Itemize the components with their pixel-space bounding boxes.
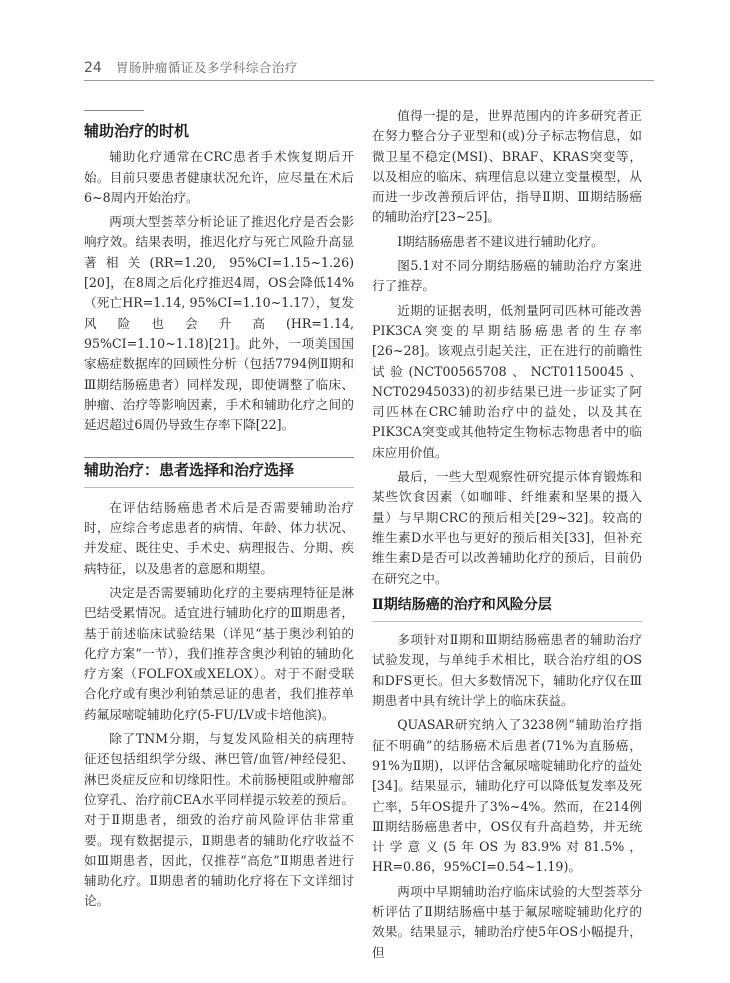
paragraph: QUASAR研究纳入了3238例“辅助治疗指征不明确”的结肠癌术后患者(71%为直肠癌，91%为Ⅱ期)，以评估含氟尿嘧啶辅助化疗的益处[34]。结果显示，辅助化疗可以降低复发率及死亡率，5年OS提升了3%~4%。然而，在214例Ⅲ期结肠癌患者中，OS仅有升高趋势，并无统计学意义(5年OS为83.9%对81.5%，HR=0.86，95%CI=0.54~1.19)。 [372,717,642,875]
heading-rule [84,110,144,111]
paragraph: 除了TNM分期，与复发风险相关的病理特征还包括组织学分级、淋巴管/血管/神经侵犯、淋巴炎症反应和切缘阳性。术前肠梗阻或肿瘤部位穿孔、治疗前CEA水平同样提示较差的预后。对于Ⅱ期患者，细致的治疗前风险评估非常重要。现有数据提示，Ⅱ期患者的辅助化疗收益不如Ⅲ期患者，因此，仅推荐“高危”Ⅱ期患者进行辅助化疗。Ⅱ期患者的辅助化疗将在下文详细讨论。 [84,731,354,909]
paragraph: 近期的证据表明，低剂量阿司匹林可能改善PIK3CA突变的早期结肠癌患者的生存率[26~28]。该观点引起关注，正在进行的前瞻性试验(NCT00565708、NCT01150045、NCT02945033)的初步结果已进一步证实了阿司匹林在CRC辅助治疗中的益处，以及其在PIK3CA突变或其他特定生物标志物患者中的临床应用价值。 [372,302,642,460]
paragraph: 两项中早期辅助治疗临床试验的大型荟萃分析评估了Ⅱ期结肠癌中基于氟尿嘧啶辅助化疗的效果。结果显示，辅助治疗使5年OS小幅提升，但 [372,883,642,960]
book-title: 胃肠肿瘤循证及多学科综合治疗 [115,60,298,75]
paragraph: 值得一提的是，世界范围内的许多研究者正在努力整合分子亚型和(或)分子标志物信息，如微卫星不稳定(MSI)、BRAF、KRAS突变等，以及相应的临床、病理信息以建立变量模型，从而进一步改善预后评估，指导Ⅱ期、Ⅲ期结肠癌的辅助治疗[23~25]。 [372,108,642,225]
paragraph: 辅助化疗通常在CRC患者手术恢复期后开始。目前只要患者健康状况允许，应尽量在术后6~8周内开始治疗。 [84,149,354,205]
section-heading-timing [84,104,354,147]
section-title: 辅助治疗：患者选择和治疗选择 [84,461,295,480]
paragraph: 两项大型荟萃分析论证了推迟化疗是否会影响疗效。结果表明，推迟化疗与死亡风险升高显著相关(RR=1.20, 95%CI=1.15~1.26)[20]，在8周之后化疗推迟4周，OS会降低14%（死亡HR=1.14, 95%CI=1.10~1.17），复发风险也会升高(HR=1.14, 95%CI=1.10~1.18)[21]。此外，一项美国国家癌症数据库的回顾性分析（包括7794例Ⅱ期和Ⅲ期结肠癌患者）同样发现，即使调整了临床、肿瘤、治疗等影响因素，手术和辅助化疗之间的延迟超过6周仍导致生存率下降[22]。 [84,214,354,433]
paragraph: 图5.1对不同分期结肠癌的辅助治疗方案进行了推荐。 [372,258,642,294]
right-column [372,106,642,967]
left-column [84,104,354,916]
paragraph: 多项针对Ⅱ期和Ⅲ期结肠癌患者的辅助治疗试验发现，与单纯手术相比，联合治疗组的OS和DFS更长。但大多数情况下，辅助化疗仅在Ⅲ期患者中具有统计学上的临床获益。 [372,632,642,709]
header-rule [84,80,654,81]
section-heading-selection [84,451,354,487]
heading-underline [84,487,354,488]
running-header [84,58,654,78]
paragraph: 决定是否需要辅助化疗的主要病理特征是淋巴结受累情况。适宜进行辅助化疗的Ⅲ期患者，基于前述临床试验结果（详见“基于奥沙利铂的化疗方案”一节），我们推荐含奥沙利铂的辅助化疗方案（FOLFOX或XELOX）。对于不耐受联合化疗或有奥沙利铂禁忌证的患者，我们推荐单药氟尿嘧啶辅助化疗(5-FU/LV或卡培他滨)。 [84,584,354,722]
section-title: 辅助治疗的时机 [84,122,190,140]
paragraph: 在评估结肠癌患者术后是否需要辅助治疗时，应综合考虑患者的病情、年龄、体力状况、并发症、既往史、手术史、病理报告、分期、疾病特征，以及患者的意愿和期望。 [84,499,354,576]
paragraph: 最后，一些大型观察性研究提示体育锻炼和某些饮食因素（如咖啡、纤维素和坚果的摄入量）与早期CRC的预后相关[29~32]。较高的维生素D水平也与更好的预后相关[33]，但补充维生素D是否可以改善辅助化疗的预后，目前仍在研究之中。 [372,469,642,586]
paragraph: Ⅰ期结肠癌患者不建议进行辅助化疗。 [397,233,604,249]
subsection-title: Ⅱ期结肠癌的治疗和风险分层 [372,595,642,622]
page-number: 24 [84,60,102,76]
